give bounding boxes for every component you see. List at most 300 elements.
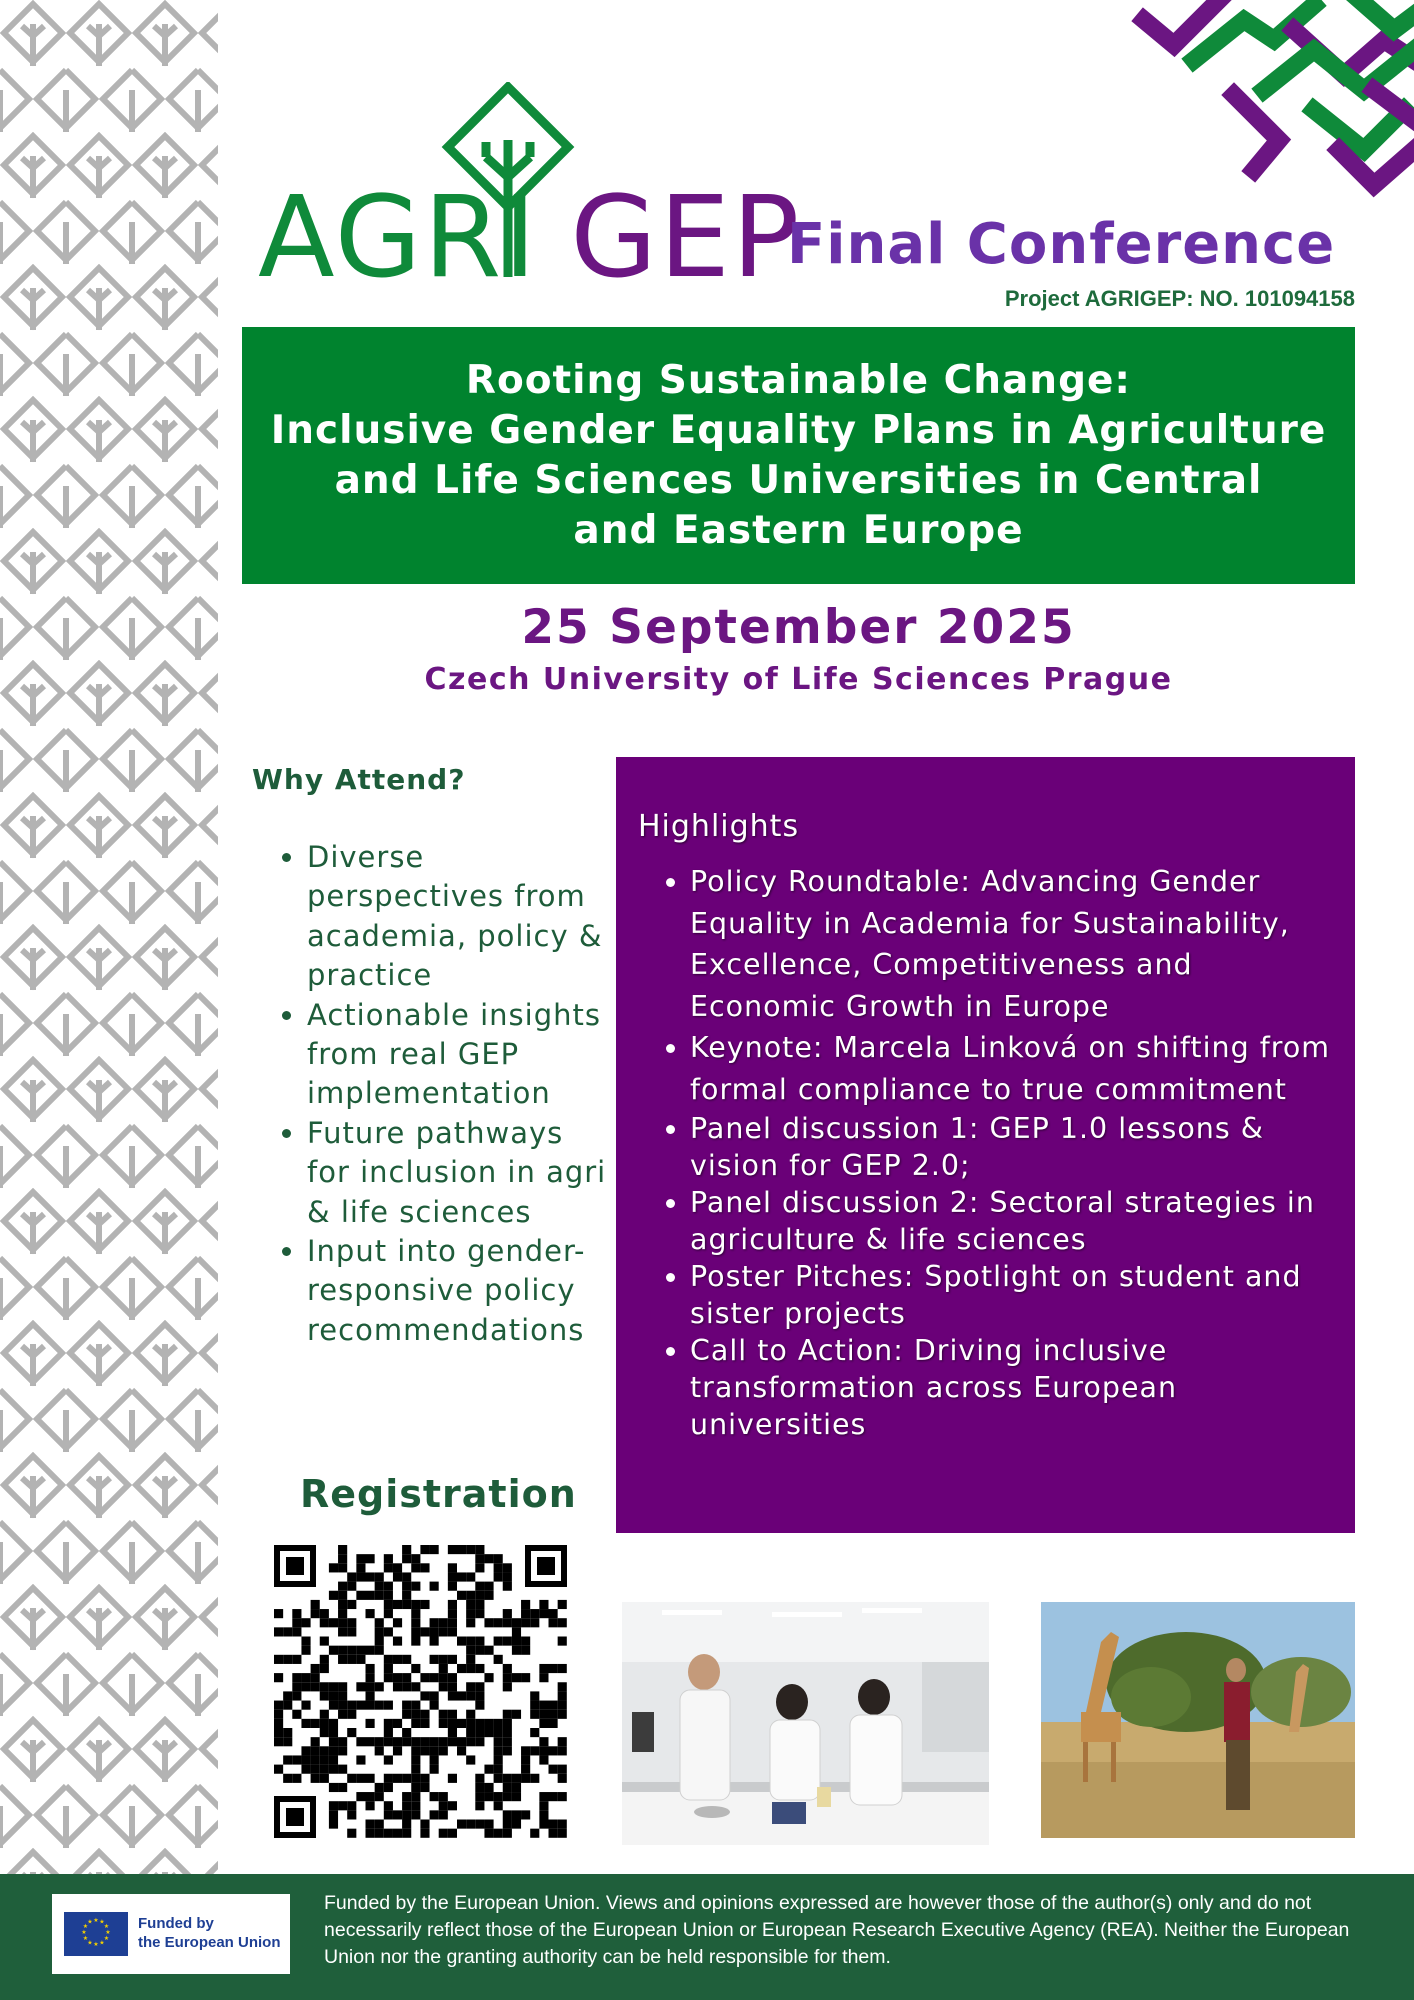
- qr-module: [366, 1774, 375, 1783]
- highlights-list: [638, 861, 1338, 1443]
- qr-module: [393, 1682, 402, 1691]
- qr-module: [448, 1563, 457, 1572]
- qr-module: [512, 1618, 521, 1627]
- tree-pattern-icon: [0, 0, 218, 1874]
- qr-module: [439, 1737, 448, 1746]
- qr-code-icon: [274, 1545, 567, 1838]
- svg-text:★: ★: [87, 1918, 93, 1926]
- qr-module: [430, 1810, 439, 1819]
- registration-qr-code[interactable]: [274, 1545, 567, 1838]
- qr-module: [484, 1783, 493, 1792]
- qr-module: [329, 1646, 338, 1655]
- corner-decoration: [1114, 0, 1414, 200]
- qr-module: [503, 1618, 512, 1627]
- qr-module: [329, 1737, 338, 1746]
- qr-module: [311, 1609, 320, 1618]
- qr-module: [539, 1792, 548, 1801]
- qr-module: [320, 1655, 329, 1664]
- qr-module: [457, 1545, 466, 1554]
- qr-module: [356, 1792, 365, 1801]
- list-item: • Actionable insights from real GEP implementation: [307, 996, 607, 1114]
- qr-module: [457, 1820, 466, 1829]
- qr-module: [484, 1673, 493, 1682]
- qr-module: [375, 1783, 384, 1792]
- qr-module: [338, 1655, 347, 1664]
- qr-module: [301, 1755, 310, 1764]
- qr-module: [475, 1801, 484, 1810]
- qr-module: [539, 1701, 548, 1710]
- qr-module: [439, 1792, 448, 1801]
- qr-module: [411, 1554, 420, 1563]
- qr-module: [448, 1737, 457, 1746]
- qr-module: [448, 1627, 457, 1636]
- qr-module: [329, 1820, 338, 1829]
- qr-module: [503, 1746, 512, 1755]
- qr-module: [539, 1810, 548, 1819]
- qr-module: [484, 1792, 493, 1801]
- qr-module: [366, 1673, 375, 1682]
- qr-module: [274, 1627, 283, 1636]
- qr-module: [558, 1737, 567, 1746]
- list-item: • Diverse perspectives from academia, policy & practice: [307, 838, 607, 996]
- qr-module: [411, 1792, 420, 1801]
- qr-module: [439, 1801, 448, 1810]
- svg-text:★: ★: [99, 1939, 105, 1947]
- qr-module: [503, 1829, 512, 1838]
- qr-module: [338, 1600, 347, 1609]
- qr-module: [530, 1728, 539, 1737]
- qr-module: [375, 1701, 384, 1710]
- qr-module: [521, 1746, 530, 1755]
- qr-module: [475, 1783, 484, 1792]
- qr-module: [530, 1701, 539, 1710]
- qr-module: [274, 1719, 283, 1728]
- qr-module: [549, 1820, 558, 1829]
- qr-module: [384, 1600, 393, 1609]
- qr-module: [420, 1783, 429, 1792]
- eu-flag-icon: [64, 1912, 128, 1956]
- qr-module: [558, 1774, 567, 1783]
- banner-line-2: Inclusive Gender Equality Plans in Agriculture: [270, 407, 1327, 453]
- qr-module: [521, 1755, 530, 1764]
- qr-module: [484, 1765, 493, 1774]
- qr-module: [494, 1792, 503, 1801]
- qr-module: [274, 1765, 283, 1774]
- qr-module: [329, 1810, 338, 1819]
- qr-module: [549, 1701, 558, 1710]
- qr-module: [347, 1710, 356, 1719]
- qr-module: [448, 1545, 457, 1554]
- qr-module: [402, 1710, 411, 1719]
- qr-module: [521, 1673, 530, 1682]
- banner-title: [271, 356, 1327, 556]
- qr-module: [402, 1572, 411, 1581]
- event-title: Final Conference: [787, 212, 1336, 277]
- qr-module: [558, 1637, 567, 1646]
- qr-module: [320, 1765, 329, 1774]
- qr-module: [393, 1774, 402, 1783]
- eu-label-line-1: Funded by: [138, 1915, 214, 1932]
- qr-module: [301, 1646, 310, 1655]
- qr-module: [420, 1563, 429, 1572]
- qr-module: [338, 1627, 347, 1636]
- qr-module: [292, 1682, 301, 1691]
- qr-module: [402, 1673, 411, 1682]
- qr-module: [311, 1664, 320, 1673]
- qr-module: [430, 1655, 439, 1664]
- qr-module: [558, 1829, 567, 1838]
- list-item: • Input into gender-responsive policy recommendations: [307, 1232, 607, 1350]
- qr-module: [430, 1582, 439, 1591]
- list-item: • Keynote: Marcela Linková on shifting from formal compliance to true commitment: [690, 1027, 1338, 1110]
- qr-module: [439, 1682, 448, 1691]
- qr-module: [448, 1691, 457, 1700]
- qr-module: [366, 1737, 375, 1746]
- qr-module: [457, 1719, 466, 1728]
- qr-module: [484, 1728, 493, 1737]
- qr-module: [539, 1737, 548, 1746]
- qr-module: [521, 1810, 530, 1819]
- eu-funding-label: [138, 1914, 288, 1952]
- qr-module: [466, 1737, 475, 1746]
- qr-module: [356, 1554, 365, 1563]
- qr-module: [475, 1737, 484, 1746]
- qr-module: [292, 1609, 301, 1618]
- qr-module: [375, 1637, 384, 1646]
- qr-module: [503, 1810, 512, 1819]
- qr-module: [311, 1600, 320, 1609]
- qr-module: [494, 1765, 503, 1774]
- lab-photo: [622, 1602, 989, 1845]
- qr-module: [457, 1591, 466, 1600]
- qr-module: [292, 1627, 301, 1636]
- qr-module: [503, 1563, 512, 1572]
- qr-module: [466, 1572, 475, 1581]
- qr-module: [484, 1646, 493, 1655]
- logo-agri: AGRI: [258, 173, 539, 303]
- qr-module: [475, 1728, 484, 1737]
- qr-module: [320, 1637, 329, 1646]
- qr-module: [393, 1655, 402, 1664]
- qr-module: [420, 1774, 429, 1783]
- qr-module: [320, 1664, 329, 1673]
- qr-module: [356, 1755, 365, 1764]
- qr-module: [494, 1737, 503, 1746]
- qr-module: [274, 1701, 283, 1710]
- eu-funding-badge: [52, 1894, 290, 1974]
- qr-module: [301, 1618, 310, 1627]
- qr-module: [430, 1737, 439, 1746]
- qr-module: [466, 1691, 475, 1700]
- qr-module: [329, 1719, 338, 1728]
- qr-module: [521, 1600, 530, 1609]
- qr-module: [393, 1829, 402, 1838]
- qr-module: [356, 1682, 365, 1691]
- qr-module: [292, 1673, 301, 1682]
- qr-module: [539, 1801, 548, 1810]
- qr-module: [329, 1618, 338, 1627]
- qr-module: [366, 1646, 375, 1655]
- qr-module: [338, 1801, 347, 1810]
- qr-module: [558, 1701, 567, 1710]
- qr-module: [338, 1737, 347, 1746]
- qr-module: [530, 1609, 539, 1618]
- qr-module: [375, 1829, 384, 1838]
- qr-module: [402, 1810, 411, 1819]
- qr-module: [411, 1682, 420, 1691]
- qr-module: [512, 1810, 521, 1819]
- qr-module: [356, 1737, 365, 1746]
- qr-module: [549, 1664, 558, 1673]
- qr-module: [393, 1600, 402, 1609]
- qr-module: [384, 1774, 393, 1783]
- qr-module: [484, 1829, 493, 1838]
- qr-module: [448, 1609, 457, 1618]
- svg-text:★: ★: [81, 1929, 87, 1936]
- qr-module: [329, 1682, 338, 1691]
- qr-module: [539, 1755, 548, 1764]
- qr-module: [292, 1774, 301, 1783]
- qr-module: [430, 1673, 439, 1682]
- qr-module: [512, 1627, 521, 1636]
- qr-module: [503, 1572, 512, 1581]
- qr-module: [301, 1719, 310, 1728]
- svg-text:★: ★: [87, 1939, 93, 1947]
- qr-module: [301, 1673, 310, 1682]
- qr-module: [530, 1746, 539, 1755]
- qr-module: [347, 1728, 356, 1737]
- qr-module: [494, 1572, 503, 1581]
- qr-module: [329, 1563, 338, 1572]
- tree-pattern-border: [0, 0, 218, 1874]
- qr-module: [329, 1755, 338, 1764]
- qr-module: [283, 1728, 292, 1737]
- qr-module: [366, 1701, 375, 1710]
- qr-module: [530, 1829, 539, 1838]
- qr-module: [420, 1820, 429, 1829]
- qr-module: [366, 1691, 375, 1700]
- qr-module: [430, 1746, 439, 1755]
- qr-module: [384, 1801, 393, 1810]
- qr-module: [558, 1792, 567, 1801]
- qr-module: [549, 1746, 558, 1755]
- qr-module: [311, 1719, 320, 1728]
- qr-module: [384, 1563, 393, 1572]
- qr-module: [530, 1710, 539, 1719]
- qr-module: [448, 1829, 457, 1838]
- qr-module: [430, 1637, 439, 1646]
- qr-module: [311, 1765, 320, 1774]
- qr-module: [292, 1755, 301, 1764]
- qr-module: [274, 1673, 283, 1682]
- qr-module: [439, 1710, 448, 1719]
- qr-module: [466, 1710, 475, 1719]
- qr-module: [329, 1783, 338, 1792]
- agrigep-logo: [258, 82, 802, 303]
- svg-text:★: ★: [105, 1929, 111, 1936]
- qr-module: [411, 1701, 420, 1710]
- qr-module: [320, 1710, 329, 1719]
- qr-module: [411, 1810, 420, 1819]
- qr-module: [466, 1664, 475, 1673]
- svg-text:★: ★: [93, 1917, 99, 1924]
- qr-module: [558, 1691, 567, 1700]
- qr-module: [402, 1829, 411, 1838]
- list-item: • Panel discussion 1: GEP 1.0 lessons & vision for GEP 2.0;: [690, 1110, 1338, 1184]
- qr-module: [539, 1673, 548, 1682]
- qr-module: [512, 1820, 521, 1829]
- qr-module: [494, 1746, 503, 1755]
- qr-module: [539, 1664, 548, 1673]
- qr-module: [466, 1755, 475, 1764]
- qr-module: [375, 1792, 384, 1801]
- qr-module: [366, 1829, 375, 1838]
- qr-module: [430, 1691, 439, 1700]
- qr-module: [448, 1774, 457, 1783]
- qr-module: [475, 1820, 484, 1829]
- qr-module: [338, 1710, 347, 1719]
- qr-module: [384, 1728, 393, 1737]
- qr-module: [420, 1691, 429, 1700]
- qr-module: [466, 1820, 475, 1829]
- giraffe-field-photo: [1041, 1602, 1355, 1838]
- qr-module: [466, 1591, 475, 1600]
- qr-module: [466, 1655, 475, 1664]
- qr-module: [402, 1737, 411, 1746]
- qr-module: [439, 1829, 448, 1838]
- qr-module: [402, 1701, 411, 1710]
- qr-module: [539, 1600, 548, 1609]
- qr-module: [457, 1637, 466, 1646]
- qr-module: [521, 1609, 530, 1618]
- qr-module: [393, 1673, 402, 1682]
- qr-module: [320, 1728, 329, 1737]
- qr-module: [283, 1755, 292, 1764]
- qr-module: [329, 1701, 338, 1710]
- qr-module: [356, 1701, 365, 1710]
- qr-module: [320, 1746, 329, 1755]
- qr-module: [503, 1664, 512, 1673]
- qr-module: [539, 1609, 548, 1618]
- qr-module: [274, 1737, 283, 1746]
- qr-module: [457, 1664, 466, 1673]
- svg-text:★: ★: [82, 1935, 89, 1942]
- qr-module: [292, 1655, 301, 1664]
- qr-module: [420, 1719, 429, 1728]
- qr-module: [420, 1673, 429, 1682]
- qr-module: [503, 1637, 512, 1646]
- qr-module: [494, 1801, 503, 1810]
- qr-module: [539, 1746, 548, 1755]
- qr-module: [384, 1737, 393, 1746]
- qr-module: [475, 1646, 484, 1655]
- qr-module: [375, 1572, 384, 1581]
- qr-module: [384, 1582, 393, 1591]
- highlights-panel: [616, 757, 1355, 1533]
- qr-module: [503, 1682, 512, 1691]
- qr-module: [466, 1609, 475, 1618]
- qr-module: [530, 1774, 539, 1783]
- qr-module: [439, 1664, 448, 1673]
- logo-gep: GEP: [570, 173, 802, 303]
- qr-module: [494, 1637, 503, 1646]
- qr-module: [274, 1609, 283, 1618]
- qr-module: [375, 1627, 384, 1636]
- qr-module: [503, 1582, 512, 1591]
- qr-module: [274, 1728, 283, 1737]
- qr-module: [484, 1719, 493, 1728]
- qr-module: [338, 1563, 347, 1572]
- qr-module: [329, 1765, 338, 1774]
- qr-module: [466, 1728, 475, 1737]
- qr-module: [384, 1829, 393, 1838]
- qr-module: [430, 1755, 439, 1764]
- footer: [0, 1874, 1414, 2000]
- qr-module: [402, 1682, 411, 1691]
- qr-module: [393, 1637, 402, 1646]
- qr-module: [430, 1701, 439, 1710]
- qr-module: [402, 1820, 411, 1829]
- qr-module: [439, 1719, 448, 1728]
- qr-module: [420, 1746, 429, 1755]
- qr-module: [402, 1774, 411, 1783]
- qr-module: [338, 1618, 347, 1627]
- qr-module: [411, 1755, 420, 1764]
- qr-module: [475, 1637, 484, 1646]
- qr-module: [375, 1646, 384, 1655]
- qr-module: [338, 1582, 347, 1591]
- qr-module: [439, 1746, 448, 1755]
- qr-module: [283, 1627, 292, 1636]
- list-item: • Policy Roundtable: Advancing Gender Equality in Academia for Sustainability, Excellence, Competitiveness and Economic Growth in Europe: [690, 861, 1338, 1027]
- qr-module: [283, 1737, 292, 1746]
- qr-module: [439, 1618, 448, 1627]
- qr-module: [475, 1691, 484, 1700]
- event-date: 25 September 2025: [521, 600, 1076, 655]
- qr-module: [448, 1618, 457, 1627]
- qr-module: [384, 1591, 393, 1600]
- qr-module: [521, 1637, 530, 1646]
- qr-module: [512, 1783, 521, 1792]
- qr-module: [375, 1682, 384, 1691]
- qr-module: [494, 1719, 503, 1728]
- qr-module: [356, 1646, 365, 1655]
- qr-module: [512, 1774, 521, 1783]
- qr-module: [366, 1682, 375, 1691]
- qr-module: [512, 1646, 521, 1655]
- logo-wordmark: [258, 173, 802, 303]
- qr-module: [402, 1801, 411, 1810]
- qr-module: [356, 1572, 365, 1581]
- qr-module: [347, 1627, 356, 1636]
- qr-module: [466, 1719, 475, 1728]
- qr-module: [292, 1691, 301, 1700]
- braid-icon: [1114, 0, 1414, 200]
- qr-module: [411, 1627, 420, 1636]
- qr-module: [539, 1820, 548, 1829]
- qr-module: [484, 1582, 493, 1591]
- qr-module: [448, 1600, 457, 1609]
- qr-module: [430, 1765, 439, 1774]
- qr-module: [356, 1563, 365, 1572]
- title-banner: [242, 327, 1355, 584]
- qr-module: [448, 1719, 457, 1728]
- qr-module: [320, 1719, 329, 1728]
- qr-module: [375, 1618, 384, 1627]
- qr-module: [466, 1545, 475, 1554]
- qr-module: [393, 1810, 402, 1819]
- qr-module: [320, 1774, 329, 1783]
